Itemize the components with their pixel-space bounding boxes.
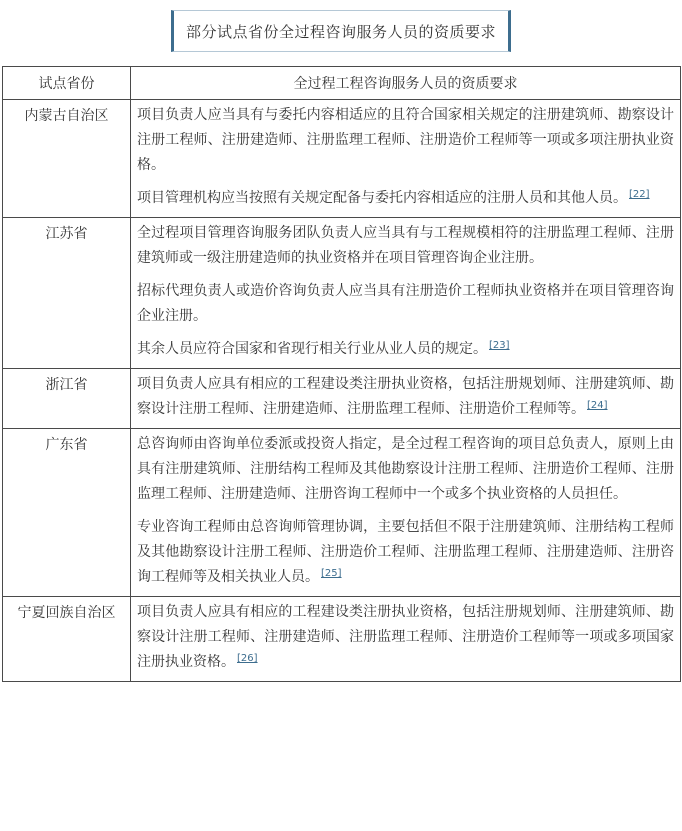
requirements-cell: [131, 369, 681, 429]
table-header-row: [3, 67, 681, 100]
reference-link[interactable]: [23]: [489, 340, 510, 351]
table-row: [3, 100, 681, 218]
requirement-paragraph: 招标代理负责人或造价咨询负责人应当具有注册造价工程师执业资格并在项目管理咨询企业注册。: [137, 283, 674, 324]
province-cell: 内蒙古自治区: [3, 100, 131, 218]
requirements-cell: [131, 100, 681, 218]
province-cell: 广东省: [3, 429, 131, 597]
table-row: [3, 597, 681, 682]
province-cell: 宁夏回族自治区: [3, 597, 131, 682]
caption-wrapper: [0, 10, 682, 52]
reference-link[interactable]: [26]: [237, 653, 258, 664]
table-row: [3, 429, 681, 597]
reference-link[interactable]: [25]: [321, 568, 342, 579]
requirement-paragraph: 项目负责人应具有相应的工程建设类注册执业资格，包括注册规划师、注册建筑师、勘察设计注册工程师、注册建造师、注册监理工程师、注册造价工程师等一项或多项国家注册执业资格。 [26]: [137, 604, 674, 670]
province-cell: 浙江省: [3, 369, 131, 429]
qualification-table: [2, 66, 681, 682]
header-requirements: 全过程工程咨询服务人员的资质要求: [131, 67, 681, 100]
reference-link[interactable]: [22]: [629, 189, 650, 200]
table-row: [3, 369, 681, 429]
table-row: [3, 218, 681, 369]
requirement-paragraph: 项目负责人应当具有与委托内容相适应的且符合国家相关规定的注册建筑师、勘察设计注册工程师、注册建造师、注册监理工程师、注册造价工程师等一项或多项注册执业资格。: [137, 107, 674, 173]
requirement-paragraph: 项目管理机构应当按照有关规定配备与委托内容相适应的注册人员和其他人员。 [22]: [137, 189, 650, 206]
table-caption: 部分试点省份全过程咨询服务人员的资质要求: [171, 10, 511, 52]
requirement-paragraph: 其余人员应符合国家和省现行相关行业从业人员的规定。 [23]: [137, 340, 510, 357]
requirement-paragraph: 全过程项目管理咨询服务团队负责人应当具有与工程规模相符的注册监理工程师、注册建筑师或一级注册建造师的执业资格并在项目管理咨询企业注册。: [137, 225, 674, 266]
requirement-paragraph: 项目负责人应具有相应的工程建设类注册执业资格，包括注册规划师、注册建筑师、勘察设计注册工程师、注册建造师、注册监理工程师、注册造价工程师等。 [24]: [137, 376, 674, 417]
requirements-cell: [131, 429, 681, 597]
requirements-cell: [131, 597, 681, 682]
requirements-cell: [131, 218, 681, 369]
reference-link[interactable]: [24]: [587, 400, 608, 411]
requirement-paragraph: 总咨询师由咨询单位委派或投资人指定，是全过程工程咨询的项目总负责人，原则上由具有注册建筑师、注册结构工程师及其他勘察设计注册工程师、注册造价工程师、注册监理工程师、注册建造师、注册咨询工程师中一个或多个执业资格的人员担任。: [137, 436, 674, 502]
requirement-paragraph: 专业咨询工程师由总咨询师管理协调，主要包括但不限于注册建筑师、注册结构工程师及其他勘察设计注册工程师、注册造价工程师、注册监理工程师、注册建造师、注册咨询工程师等及相关执业人员。 [25]: [137, 519, 674, 585]
header-province: 试点省份: [3, 67, 131, 100]
province-cell: 江苏省: [3, 218, 131, 369]
